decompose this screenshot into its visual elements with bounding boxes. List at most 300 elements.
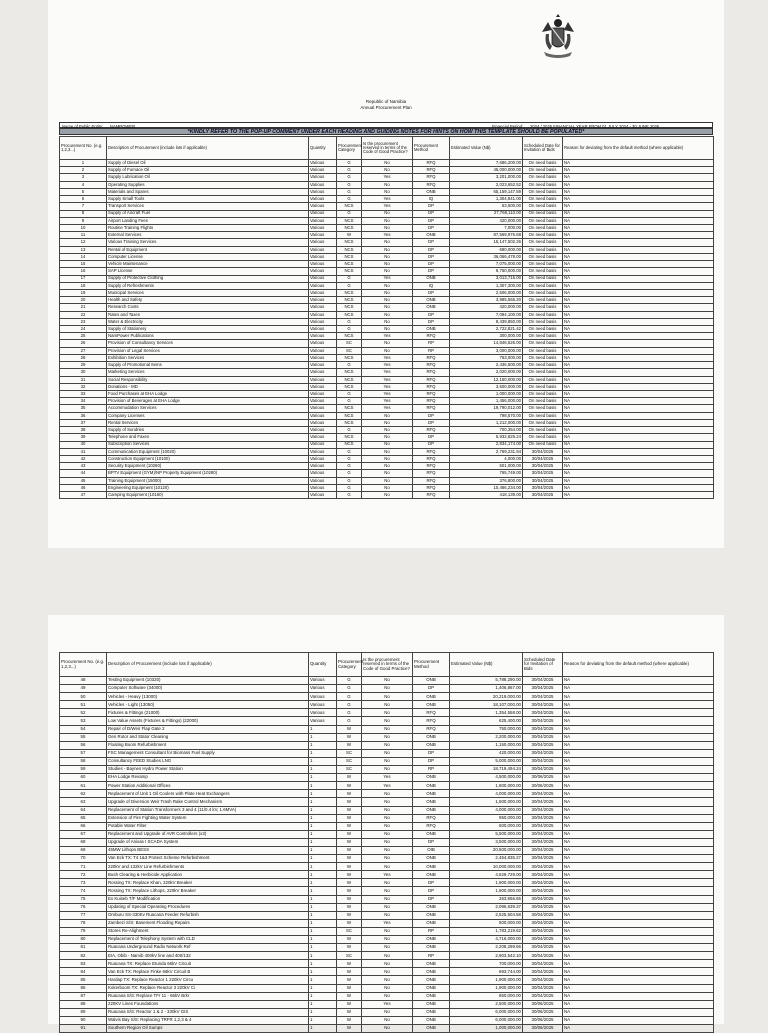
cell-reason: NA	[563, 246, 714, 253]
entity-value: NAMPOWER	[110, 123, 136, 129]
cell-reserved: No	[362, 434, 413, 441]
cell-date: 30/04/2025	[523, 790, 563, 798]
cell-category: W	[337, 863, 362, 871]
cell-no: 54	[60, 725, 107, 733]
cell-category: W	[337, 871, 362, 879]
table-row	[60, 419, 714, 426]
header-value: Estimated Value (N$)	[450, 137, 523, 160]
table-row	[60, 790, 714, 798]
cell-category: W	[337, 725, 362, 733]
cell-method: RP	[413, 766, 450, 774]
cell-description: Vehicles - Heavy (13000)	[107, 693, 309, 701]
cell-date: 30/04/2025	[523, 477, 563, 484]
cell-reason: NA	[563, 275, 714, 282]
cell-value: 1,456,000.00	[450, 398, 523, 405]
cell-value: 420,000.00	[450, 217, 523, 224]
cell-description: Ruacana TX: Replace Etunda 66kV Circuit	[107, 960, 309, 968]
cell-method: ONB	[413, 919, 450, 927]
table-row	[60, 311, 714, 318]
cell-value: 1,500,000.00	[450, 798, 523, 806]
cell-category: NCS	[337, 297, 362, 304]
table-row	[60, 992, 714, 1000]
table-row	[60, 919, 714, 927]
cell-reserved: Yes	[362, 383, 413, 390]
cell-method: RFQ	[413, 174, 450, 181]
cell-category: G	[337, 282, 362, 289]
cell-date: On need basis	[523, 160, 563, 167]
cell-no: 24	[60, 326, 107, 333]
cell-reason: NA	[563, 398, 714, 405]
cell-value: 625,400.00	[450, 717, 523, 725]
cell-value: 19,790,012.00	[450, 405, 523, 412]
cell-date: On need basis	[523, 282, 563, 289]
cell-reason: NA	[563, 326, 714, 333]
cell-date: 30/06/2025	[523, 774, 563, 782]
cell-description: Provision of Beverages at EHA Lodge	[107, 398, 309, 405]
cell-reason: NA	[563, 944, 714, 952]
cell-reserved: No	[362, 830, 413, 838]
cell-category: NCS	[337, 203, 362, 210]
cell-category: W	[337, 879, 362, 887]
cell-date: 30/04/2025	[523, 992, 563, 1000]
cell-value: 1,150,000.00	[450, 741, 523, 749]
cell-reason: NA	[563, 871, 714, 879]
cell-reason: NA	[563, 1025, 714, 1033]
cell-quantity: Various	[309, 709, 337, 717]
cell-quantity: Various	[309, 701, 337, 709]
cell-category: G	[337, 717, 362, 725]
header-reserved: Is the procurement reserved in terms of the Code of Good Practice?	[362, 653, 413, 677]
cell-date: 30/04/2025	[523, 725, 563, 733]
cell-category: NCS	[337, 253, 362, 260]
cell-reason: NA	[563, 174, 714, 181]
cell-reason: NA	[563, 383, 714, 390]
cell-value: 850,000.00	[450, 992, 523, 1000]
cell-no: 1	[60, 160, 107, 167]
cell-no: 64	[60, 806, 107, 814]
cell-category: G	[337, 484, 362, 491]
cell-date: 30/04/2025	[523, 960, 563, 968]
cell-reserved: No	[362, 968, 413, 976]
cell-reason: NA	[563, 470, 714, 477]
cell-value: 1,304,841.00	[450, 196, 523, 203]
cell-no: 41	[60, 448, 107, 455]
cell-reason: NA	[563, 484, 714, 491]
cell-method: ONB	[413, 830, 450, 838]
cell-method: RFQ	[413, 383, 450, 390]
cell-description: Vehicle Maintenance	[107, 261, 309, 268]
cell-reason: NA	[563, 766, 714, 774]
cell-quantity: Various	[309, 376, 337, 383]
table-row	[60, 224, 714, 231]
cell-reserved: Yes	[362, 919, 413, 927]
cell-date: On need basis	[523, 354, 563, 361]
cell-quantity: 1	[309, 944, 337, 952]
cell-category: NCS	[337, 383, 362, 390]
cell-description: Supply of Promotional Items	[107, 362, 309, 369]
cell-value: 1,307,300.00	[450, 282, 523, 289]
cell-no: 89	[60, 1008, 107, 1016]
table-row	[60, 798, 714, 806]
cell-value: 1,900,000.00	[450, 887, 523, 895]
cell-no: 8	[60, 210, 107, 217]
cell-date: 30/04/2025	[523, 822, 563, 830]
cell-no: 34	[60, 398, 107, 405]
cell-no: 30	[60, 369, 107, 376]
table-row	[60, 733, 714, 741]
cell-quantity: 1	[309, 741, 337, 749]
table-row	[60, 685, 714, 693]
cell-quantity: Various	[309, 441, 337, 448]
cell-no: 75	[60, 895, 107, 903]
cell-quantity: Various	[309, 362, 337, 369]
cell-date: 30/04/2025	[523, 749, 563, 757]
cell-value: 3,985,555.20	[450, 297, 523, 304]
cell-method: RFQ	[413, 484, 450, 491]
cell-quantity: Various	[309, 304, 337, 311]
cell-date: 30/04/2025	[523, 887, 563, 895]
cell-method: RFQ	[413, 455, 450, 462]
table-row	[60, 717, 714, 725]
cell-reason: NA	[563, 1000, 714, 1008]
cell-category: NCS	[337, 217, 362, 224]
cell-method: ONB	[413, 798, 450, 806]
cell-reserved: No	[362, 927, 413, 935]
cell-category: SC	[337, 347, 362, 354]
cell-reason: NA	[563, 297, 714, 304]
table-row	[60, 879, 714, 887]
cell-description: Updating of Special Operating Procedures	[107, 903, 309, 911]
cell-description: Transport Services	[107, 203, 309, 210]
cell-reserved: No	[362, 297, 413, 304]
cell-no: 10	[60, 224, 107, 231]
cell-method: ONB	[413, 976, 450, 984]
cell-description: Provision of Consultancy Services	[107, 340, 309, 347]
cell-value: 7,094,100.00	[450, 311, 523, 318]
cell-reserved: No	[362, 477, 413, 484]
cell-date: 30/04/2025	[523, 944, 563, 952]
cell-description: Supply of Sundries	[107, 427, 309, 434]
cell-description: Engineering Equipment (10120)	[107, 484, 309, 491]
cell-date: On need basis	[523, 261, 563, 268]
table-row	[60, 1008, 714, 1016]
cell-category: W	[337, 1016, 362, 1024]
table-row	[60, 749, 714, 757]
cell-reserved: No	[362, 412, 413, 419]
cell-category: W	[337, 911, 362, 919]
cell-quantity: Various	[309, 347, 337, 354]
cell-quantity: 1	[309, 733, 337, 741]
cell-value: 10,466,234.00	[450, 484, 523, 491]
cell-category: NCS	[337, 405, 362, 412]
cell-no: 23	[60, 318, 107, 325]
cell-description: Replacement of Station Transformers 3 and 4 (11/0.4 kV, 1.6MVA)	[107, 806, 309, 814]
cell-method: RFQ	[413, 470, 450, 477]
cell-reserved: No	[362, 160, 413, 167]
cell-method: ONB	[413, 944, 450, 952]
cell-category: G	[337, 677, 362, 685]
cell-date: 30/04/2025	[523, 976, 563, 984]
cell-method: DP	[413, 749, 450, 757]
cell-category: W	[337, 814, 362, 822]
cell-method: RP	[413, 952, 450, 960]
cell-description: Van Eck TX: Replace Finke 66kV Circuit B	[107, 968, 309, 976]
cell-reason: NA	[563, 685, 714, 693]
table-row	[60, 455, 714, 462]
cell-no: 28	[60, 354, 107, 361]
cell-description: EIA, Obib - Namib 400kV line and 400/132	[107, 952, 309, 960]
cell-reserved: No	[362, 167, 413, 174]
cell-category: NCS	[337, 412, 362, 419]
cell-category: NCS	[337, 261, 362, 268]
table-row	[60, 196, 714, 203]
header-no: Procurement No. (e.g. 1,2,3...)	[60, 653, 107, 677]
table-row	[60, 333, 714, 340]
cell-reason: NA	[563, 232, 714, 239]
cell-category: W	[337, 968, 362, 976]
cell-reason: NA	[563, 441, 714, 448]
cell-method: ONB	[413, 903, 450, 911]
cell-category: G	[337, 477, 362, 484]
cell-quantity: 1	[309, 984, 337, 992]
cell-description: Materials and Spares	[107, 188, 309, 195]
cell-date: On need basis	[523, 383, 563, 390]
cell-reserved: No	[362, 806, 413, 814]
cell-reason: NA	[563, 455, 714, 462]
cell-reserved: No	[362, 749, 413, 757]
cell-category: W	[337, 895, 362, 903]
cell-method: ONB	[413, 911, 450, 919]
cell-description: External Services	[107, 232, 309, 239]
cell-quantity: 1	[309, 725, 337, 733]
cell-reserved: No	[362, 855, 413, 863]
cell-date: On need basis	[523, 253, 563, 260]
cell-description: Zambezi S/S: Basement Flooding Repairs	[107, 919, 309, 927]
cell-reason: NA	[563, 855, 714, 863]
cell-method: RP	[413, 347, 450, 354]
cell-value: 420,000.00	[450, 304, 523, 311]
cell-no: 45	[60, 477, 107, 484]
procurement-table-page-1	[59, 136, 714, 499]
cell-reason: NA	[563, 798, 714, 806]
cell-quantity: Various	[309, 383, 337, 390]
cell-date: 30/04/2025	[523, 919, 563, 927]
header-reserved: Is the procurement reserved in terms of the Code of Good Practice?	[362, 137, 413, 160]
cell-reserved: No	[362, 347, 413, 354]
table-row	[60, 1016, 714, 1024]
table-row	[60, 354, 714, 361]
cell-method: ONB	[413, 774, 450, 782]
cell-no: 22	[60, 311, 107, 318]
cell-quantity: Various	[309, 369, 337, 376]
cell-value: 690,000.00	[450, 246, 523, 253]
cell-description: Marketing Services	[107, 369, 309, 376]
cell-category: G	[337, 448, 362, 455]
table-row	[60, 806, 714, 814]
table-row	[60, 376, 714, 383]
cell-reserved: No	[362, 253, 413, 260]
cell-method: DP	[413, 289, 450, 296]
cell-no: 38	[60, 427, 107, 434]
cell-quantity: Various	[309, 326, 337, 333]
cell-category: W	[337, 830, 362, 838]
table-row	[60, 441, 714, 448]
cell-reason: NA	[563, 304, 714, 311]
cell-method: RFQ	[413, 333, 450, 340]
cell-description: Gen Rotor and Stator Cleaning	[107, 733, 309, 741]
cell-category: G	[337, 463, 362, 470]
cell-value: 2,525,504.58	[450, 911, 523, 919]
cell-date: 30/06/2025	[523, 1025, 563, 1033]
cell-reserved: No	[362, 887, 413, 895]
table-row	[60, 463, 714, 470]
cell-value: 2,834,174.00	[450, 441, 523, 448]
cell-no: 90	[60, 1016, 107, 1024]
cell-no: 50	[60, 693, 107, 701]
cell-date: 30/04/2025	[523, 968, 563, 976]
cell-method: ONB	[413, 782, 450, 790]
cell-reason: NA	[563, 318, 714, 325]
cell-date: On need basis	[523, 246, 563, 253]
cell-description: Replacement of Unit 1 Oil Coolers with Plate Heat Exchangers	[107, 790, 309, 798]
cell-method: RP	[413, 927, 450, 935]
cell-quantity: 1	[309, 782, 337, 790]
cell-reserved: No	[362, 304, 413, 311]
table-row	[60, 383, 714, 390]
table-row	[60, 412, 714, 419]
cell-reserved: No	[362, 944, 413, 952]
header-method: Procurement Method	[413, 653, 450, 677]
cell-description: Ruacana S/S: Replace TFr 11 - 66kV Brkr	[107, 992, 309, 1000]
cell-date: 30/04/2025	[523, 757, 563, 765]
table-row	[60, 895, 714, 903]
cell-reserved: No	[362, 895, 413, 903]
cell-date: 30/06/2025	[523, 782, 563, 790]
cell-quantity: Various	[309, 268, 337, 275]
cell-category: G	[337, 167, 362, 174]
cell-date: On need basis	[523, 196, 563, 203]
cell-quantity: Various	[309, 160, 337, 167]
cell-method: ONB	[413, 992, 450, 1000]
cell-category: G	[337, 492, 362, 499]
cell-no: 57	[60, 749, 107, 757]
cell-value: 14,846,526.00	[450, 340, 523, 347]
cell-category: SC	[337, 340, 362, 347]
cell-date: 30/06/2025	[523, 1000, 563, 1008]
cell-category: W	[337, 733, 362, 741]
table-row	[60, 362, 714, 369]
cell-value: 1,354,558.00	[450, 709, 523, 717]
cell-date: On need basis	[523, 362, 563, 369]
table-row	[60, 181, 714, 188]
cell-category: G	[337, 196, 362, 203]
cell-value: 1,783,219.62	[450, 927, 523, 935]
cell-value: 1,800,000.00	[450, 782, 523, 790]
period-label: Financial Period:	[492, 123, 524, 129]
cell-method: DP	[413, 685, 450, 693]
cell-value: 3,000,000.00	[450, 347, 523, 354]
table-row	[60, 253, 714, 260]
cell-method: RP	[413, 340, 450, 347]
cell-category: W	[337, 903, 362, 911]
cell-description: Food Purchases at EHA Lodge	[107, 391, 309, 398]
cell-reason: NA	[563, 412, 714, 419]
cell-category: NCS	[337, 419, 362, 426]
cell-category: G	[337, 160, 362, 167]
cell-reserved: No	[362, 903, 413, 911]
cell-reason: NA	[563, 911, 714, 919]
cell-date: 30/04/2025	[523, 717, 563, 725]
cell-description: Rates and Taxes	[107, 311, 309, 318]
cell-category: W	[337, 936, 362, 944]
cell-reserved: No	[362, 246, 413, 253]
cell-quantity: 1	[309, 798, 337, 806]
cell-date: 30/06/2025	[523, 1016, 563, 1024]
table-row	[60, 203, 714, 210]
cell-quantity: 1	[309, 927, 337, 935]
header-quantity: Quantity	[309, 653, 337, 677]
table-row	[60, 774, 714, 782]
cell-category: NCS	[337, 376, 362, 383]
cell-method: ONB	[413, 1000, 450, 1008]
cell-reserved: No	[362, 239, 413, 246]
table-row	[60, 863, 714, 871]
cell-description: Computer Software (34000)	[107, 685, 309, 693]
cell-date: On need basis	[523, 203, 563, 210]
cell-date: On need basis	[523, 311, 563, 318]
cell-category: G	[337, 174, 362, 181]
cell-quantity: 1	[309, 1000, 337, 1008]
table-row	[60, 968, 714, 976]
cell-reason: NA	[563, 419, 714, 426]
cell-reason: NA	[563, 405, 714, 412]
cell-reason: NA	[563, 863, 714, 871]
table-row	[60, 167, 714, 174]
cell-reserved: No	[362, 693, 413, 701]
cell-reserved: No	[362, 677, 413, 685]
cell-description: Company Licenses	[107, 412, 309, 419]
cell-reason: NA	[563, 887, 714, 895]
cell-category: W	[337, 855, 362, 863]
cell-date: 30/04/2025	[523, 741, 563, 749]
cell-category: W	[337, 1025, 362, 1033]
cell-quantity: Various	[309, 354, 337, 361]
cell-reason: NA	[563, 347, 714, 354]
cell-date: 30/04/2025	[523, 455, 563, 462]
table-row	[60, 927, 714, 935]
cell-reason: NA	[563, 903, 714, 911]
cell-category: NCS	[337, 311, 362, 318]
cell-no: 33	[60, 391, 107, 398]
cell-reason: NA	[563, 960, 714, 968]
cell-value: 7,075,000.00	[450, 261, 523, 268]
cell-category: NCS	[337, 354, 362, 361]
cell-quantity: Various	[309, 470, 337, 477]
cell-description: Ex Kuiseb T/F Modification	[107, 895, 309, 903]
cell-value: 87,569,976.68	[450, 232, 523, 239]
cell-date: 30/04/2025	[523, 903, 563, 911]
cell-quantity: 1	[309, 960, 337, 968]
table-row	[60, 822, 714, 830]
cell-no: 20	[60, 297, 107, 304]
table-row	[60, 709, 714, 717]
cell-no: 2	[60, 167, 107, 174]
cell-description: Potable Water Filter	[107, 822, 309, 830]
cell-reserved: No	[362, 268, 413, 275]
table-row	[60, 952, 714, 960]
cell-method: RFQ	[413, 181, 450, 188]
cell-no: 32	[60, 383, 107, 390]
